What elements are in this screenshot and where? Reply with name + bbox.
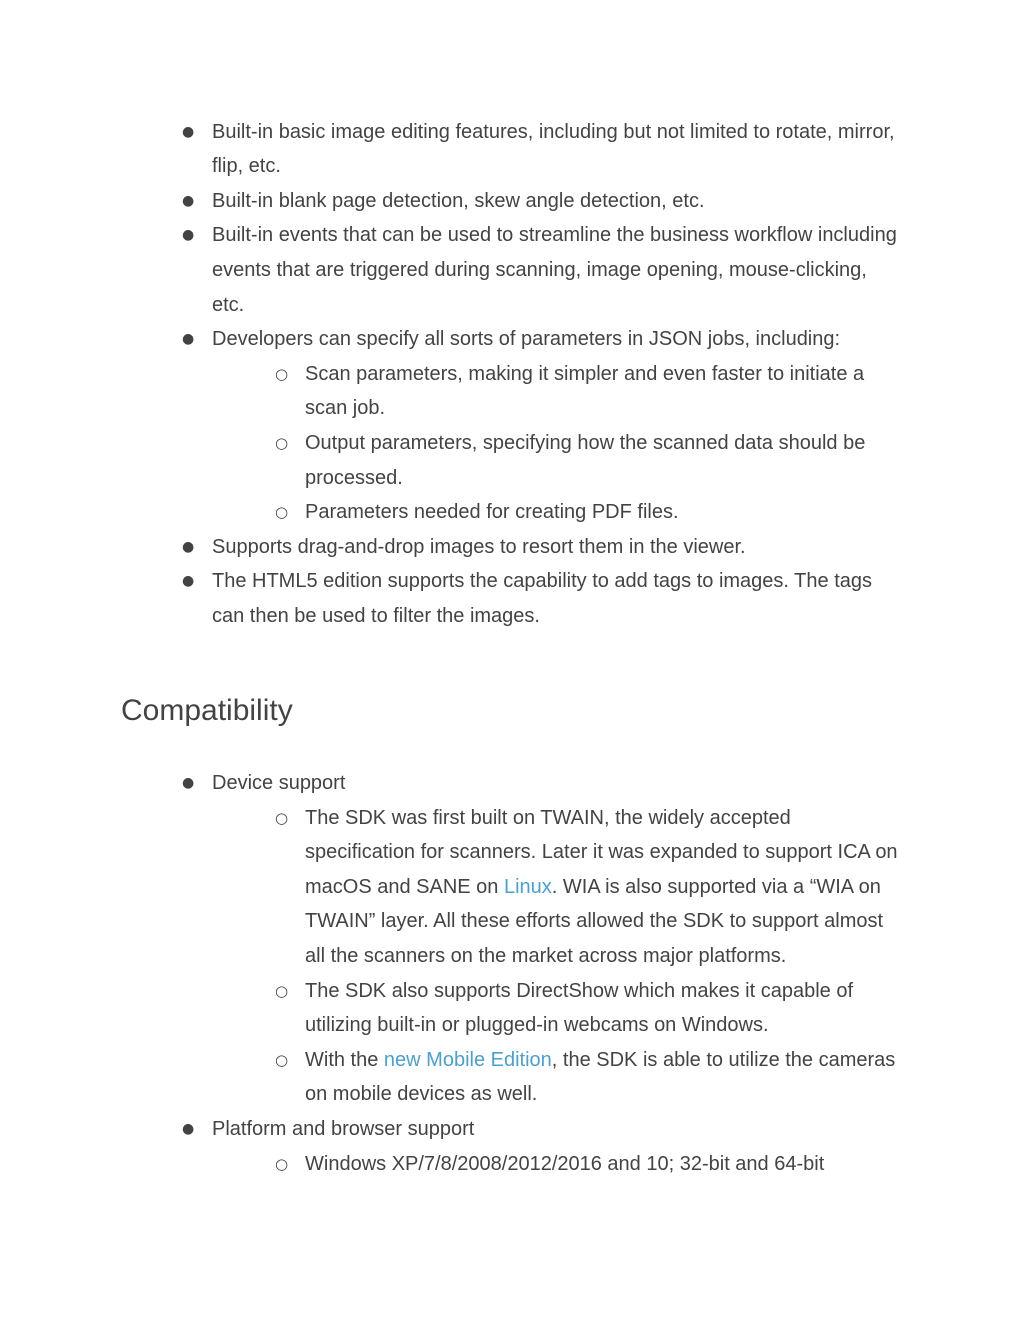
bullet-disc: ● bbox=[182, 539, 195, 555]
bullet-disc: ● bbox=[182, 227, 195, 243]
bullet-disc: ● bbox=[182, 573, 195, 589]
list-item-text: Device support bbox=[212, 772, 346, 794]
bullet-circle: ○ bbox=[275, 1051, 289, 1069]
sub-item-text bbox=[305, 1043, 895, 1078]
list-item-text: Developers can specify all sorts of parameters in JSON jobs, including: bbox=[212, 328, 841, 350]
text-span: , the SDK is able to utilize the cameras bbox=[551, 1049, 896, 1071]
sub-item-text: Scan parameters, making it simpler and even faster to initiate a bbox=[305, 363, 865, 385]
list-item-text: flip, etc. bbox=[212, 155, 281, 177]
list-item-text: Platform and browser support bbox=[212, 1118, 475, 1140]
bullet-disc: ● bbox=[182, 124, 195, 140]
bullet-circle: ○ bbox=[275, 982, 289, 1000]
sub-item-text: Output parameters, specifying how the scanned data should be bbox=[305, 432, 866, 454]
text-span: With the bbox=[305, 1049, 384, 1071]
mobile-edition-link[interactable]: new Mobile Edition bbox=[383, 1049, 552, 1071]
list-item-text: The HTML5 edition supports the capability to add tags to images. The tags bbox=[212, 570, 872, 592]
sub-item-text: The SDK also supports DirectShow which makes it capable of bbox=[305, 980, 854, 1002]
bullet-circle: ○ bbox=[275, 434, 289, 452]
bullet-circle: ○ bbox=[275, 1155, 289, 1173]
list-item-text: Built-in events that can be used to streamline the business workflow including bbox=[212, 224, 897, 246]
sub-item-text: Parameters needed for creating PDF files. bbox=[305, 501, 679, 523]
bullet-disc: ● bbox=[182, 331, 195, 347]
bullet-circle: ○ bbox=[275, 503, 289, 521]
bullet-disc: ● bbox=[182, 1121, 195, 1137]
list-item-text: Supports drag-and-drop images to resort them in the viewer. bbox=[212, 536, 746, 558]
list-item-text: can then be used to filter the images. bbox=[212, 605, 540, 627]
section-heading: Compatibility bbox=[121, 694, 293, 727]
text-span: macOS and SANE on bbox=[305, 876, 504, 898]
bullet-disc: ● bbox=[182, 775, 195, 791]
list-item-text: events that are triggered during scanning, image opening, mouse-clicking, bbox=[212, 259, 867, 281]
linux-link[interactable]: Linux bbox=[503, 876, 552, 898]
bullet-circle: ○ bbox=[275, 809, 289, 827]
sub-item-text bbox=[305, 870, 881, 905]
sub-item-text: The SDK was first built on TWAIN, the widely accepted bbox=[305, 807, 791, 829]
list-item-text: Built-in blank page detection, skew angle detection, etc. bbox=[212, 190, 705, 212]
sub-item-text: Windows XP/7/8/2008/2012/2016 and 10; 32-bit and 64-bit bbox=[305, 1153, 825, 1175]
sub-item-text: all the scanners on the market across major platforms. bbox=[305, 945, 787, 967]
bullet-circle: ○ bbox=[275, 365, 289, 383]
text-span: . WIA is also supported via a “WIA on bbox=[551, 876, 881, 898]
sub-item-text: scan job. bbox=[305, 397, 386, 419]
sub-item-text: processed. bbox=[305, 467, 403, 489]
list-item-text: Built-in basic image editing features, including but not limited to rotate, mirror, bbox=[212, 121, 895, 143]
sub-item-text: utilizing built-in or plugged-in webcams on Windows. bbox=[305, 1014, 769, 1036]
sub-item-text: specification for scanners. Later it was expanded to support ICA on bbox=[305, 841, 898, 863]
bullet-disc: ● bbox=[182, 193, 195, 209]
list-item-text: etc. bbox=[212, 294, 245, 316]
sub-item-text: on mobile devices as well. bbox=[305, 1083, 538, 1105]
sub-item-text: TWAIN” layer. All these efforts allowed the SDK to support almost bbox=[305, 910, 884, 932]
